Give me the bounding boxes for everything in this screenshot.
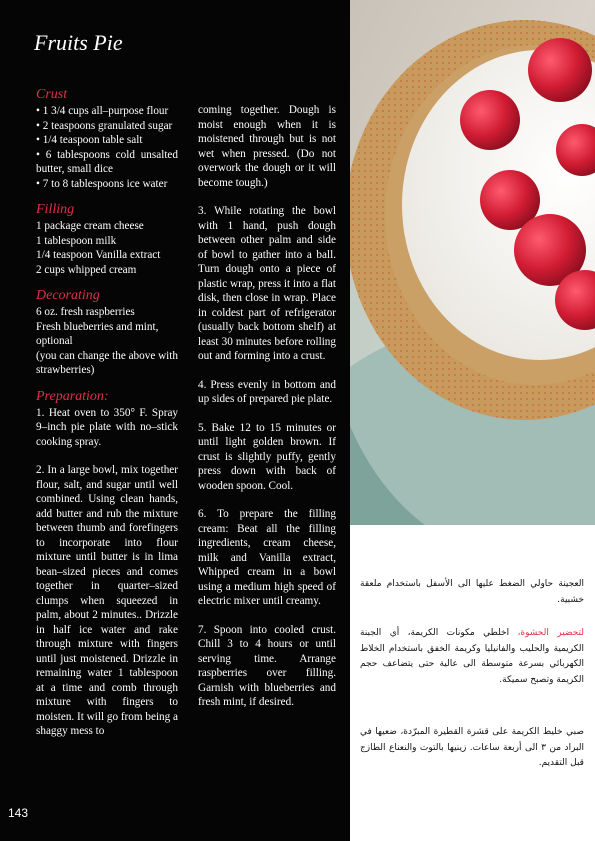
decorating-item: (you can change the above with strawberries) <box>36 349 178 376</box>
preparation-step: 2. In a large bowl, mix together flour, salt, and sugar until well combined. Using clean hands, add butter and rub the mixture between thumb and forefingers to incorporate into flour mixture until butter is in lima bean–sized pieces and comes together in quarter–sized clumps when squeezed in palm, about 2 minutes.. Drizzle in half ice water and rake through mixture with fingers until just moistened. Drizzle in remaining water 1 tablespoon at a time and comb through mixture with fingers to moisten. It will go from being a shaggy mess to <box>36 464 178 737</box>
decorating-item: Fresh blueberries and mint, optional <box>36 320 159 347</box>
preparation-step: 3. While rotating the bowl with 1 hand, push dough between other palm and side of bowl to gather into a ball. Turn dough onto a piece of plastic wrap, press it into a flat disk, then close in wrap. Place in coldest part of refrigerator (usually back bottom shelf) at least 30 minutes before rolling out and forming into a crust. <box>198 205 336 362</box>
crust-heading: Crust <box>36 87 68 102</box>
filling-item: 1 package cream cheese <box>36 220 144 232</box>
filling-item: 2 cups whipped cream <box>36 263 137 276</box>
preparation-step: 6. To prepare the filling cream: Beat all the filling ingredients, cream cheese, milk and Vanilla extract, Whipped cream in a bowl using a medium high speed of electric mixer until creamy. <box>198 508 336 607</box>
text-column-left <box>36 86 178 739</box>
preparation-step: 1. Heat oven to 350° F. Spray 9–inch pie plate with no–stick cooking spray. <box>36 406 178 448</box>
crust-item: • 2 teaspoons granulated sugar <box>36 119 173 132</box>
crust-item: • 1 3/4 cups all–purpose flour <box>36 105 169 117</box>
preparation-step: 5. Bake 12 to 15 minutes or until light golden brown. If crust is slightly puffy, gently press down with back of wooden spoon. Cool. <box>198 421 336 492</box>
decorating-item: 6 oz. fresh raspberries <box>36 306 135 318</box>
preparation-heading: Preparation: <box>36 388 109 404</box>
decorating-heading: Decorating <box>36 288 100 303</box>
filling-heading: Filling <box>36 202 75 217</box>
arabic-paragraph: العجينة حاولي الضغط عليها الى الأسفل باستخدام ملعقة خشبية. <box>360 579 584 605</box>
fruit-pie-photo <box>350 0 595 525</box>
page-title: Fruits Pie <box>34 30 123 55</box>
filling-item: 1/4 teaspoon Vanilla extract <box>36 249 161 261</box>
crust-item: • 6 tablespoons cold unsalted butter, small dice <box>36 148 178 175</box>
preparation-step: coming together. Dough is moist enough when it is moistened through but is not wet when pressed. (Do not overwork the dough or it will become tough.) <box>198 104 336 189</box>
arabic-paragraph <box>360 626 584 688</box>
crust-item: • 1/4 teaspoon table salt <box>36 134 143 146</box>
preparation-step: 4. Press evenly in bottom and up sides of prepared pie plate. <box>198 378 336 405</box>
filling-item: 1 tablespoon milk <box>36 234 117 247</box>
text-column-right <box>198 103 336 710</box>
page-number: 143 <box>8 806 29 820</box>
preparation-step: 7. Spoon into cooled crust. Chill 3 to 4 hours or until serving time. Arrange raspberries over filling. Garnish with blueberries and fresh mint, if desired. <box>198 623 336 708</box>
arabic-paragraph: صبي خليط الكريمة على قشرة القطيرة المبرّدة، ضعيها في البراد من ٣ الى أربعة ساعات. زينيها بالتوت والنعناع الطازج قبل التقديم. <box>360 727 584 768</box>
arabic-filling-body: اخلطي مكونات الكريمة، أي الجبنة الكريمية والحليب والفانيليا وكريمة الخفق باستخدام الخلاط الكهربائي بسرعة متوسطة الى عالية حتى يتضاعف حجم الكريمة وتصبح سميكة. <box>360 628 584 685</box>
arabic-filling-heading: لتحضير الحشوة، <box>517 628 584 638</box>
crust-item: • 7 to 8 tablespoons ice water <box>36 177 168 190</box>
